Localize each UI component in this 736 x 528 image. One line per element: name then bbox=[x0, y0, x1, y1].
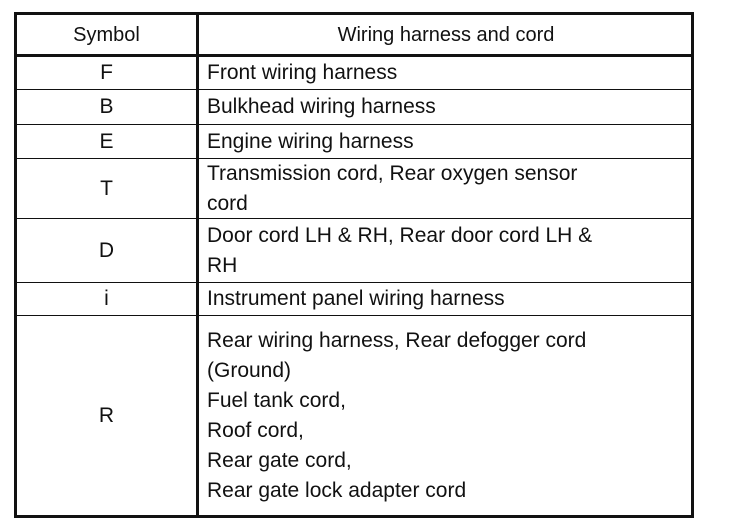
description-line: RH bbox=[207, 253, 238, 277]
row-symbol: E bbox=[17, 125, 199, 159]
description-line: Door cord LH & RH, Rear door cord LH & bbox=[207, 223, 593, 247]
description-line: Transmission cord, Rear oxygen sensor bbox=[207, 161, 578, 185]
row-symbol: D bbox=[17, 219, 199, 283]
wiring-harness-table bbox=[14, 12, 694, 518]
row-description bbox=[199, 57, 691, 90]
description-line: Rear gate lock adapter cord bbox=[207, 478, 467, 502]
description-line: Rear gate cord, bbox=[207, 448, 352, 472]
row-symbol: B bbox=[17, 90, 199, 125]
description-line: Bulkhead wiring harness bbox=[207, 95, 436, 118]
row-symbol: T bbox=[17, 159, 199, 219]
description-line: Roof cord, bbox=[207, 418, 304, 442]
row-description bbox=[199, 316, 691, 515]
description-line: Front wiring harness bbox=[207, 61, 398, 84]
row-symbol: i bbox=[17, 283, 199, 316]
description-line: Rear wiring harness, Rear defogger cord bbox=[207, 328, 587, 352]
header-description: Wiring harness and cord bbox=[199, 15, 691, 57]
description-line: (Ground) bbox=[207, 358, 292, 382]
row-symbol: F bbox=[17, 57, 199, 90]
row-description bbox=[199, 219, 691, 283]
row-description bbox=[199, 159, 691, 219]
description-line: cord bbox=[207, 191, 248, 215]
row-description bbox=[199, 125, 691, 159]
header-symbol: Symbol bbox=[17, 15, 199, 57]
row-description bbox=[199, 283, 691, 316]
row-symbol: R bbox=[17, 316, 199, 515]
description-line: Instrument panel wiring harness bbox=[207, 287, 505, 310]
row-description bbox=[199, 90, 691, 125]
description-line: Engine wiring harness bbox=[207, 129, 414, 153]
description-line: Fuel tank cord, bbox=[207, 388, 346, 412]
